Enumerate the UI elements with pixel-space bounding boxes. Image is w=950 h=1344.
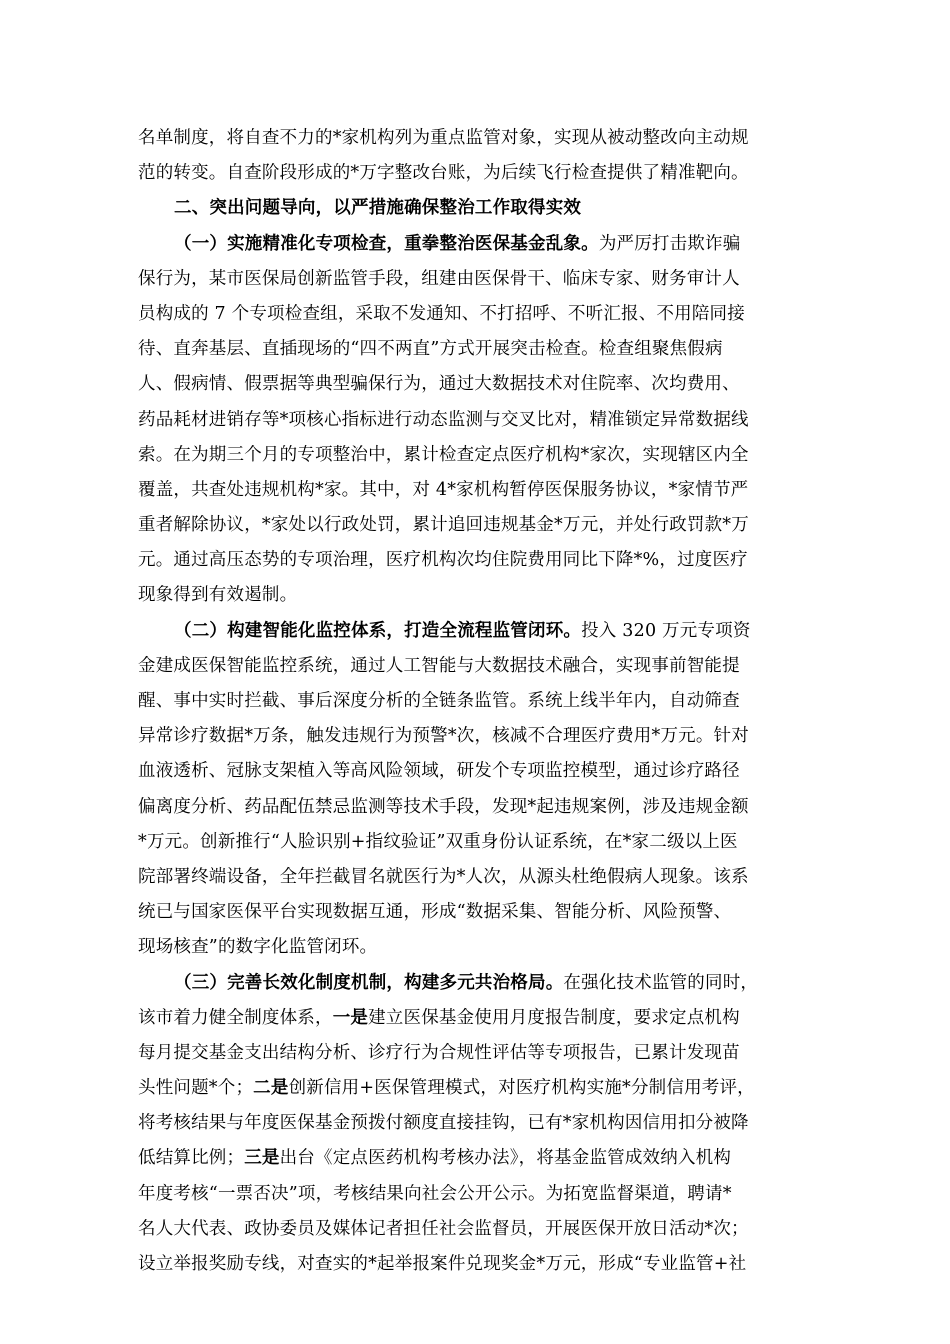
text-segment: 覆盖，共查处违规机构*家。其中，对 4*家机构暂停医保服务协议，*家情节严 [138, 479, 749, 500]
paragraph-line [138, 895, 818, 930]
paragraph-line [138, 649, 818, 684]
paragraph-line [138, 790, 818, 825]
text-segment: *万元。创新推行“人脸识别+指纹验证”双重身份认证系统，在*家二级以上医 [138, 831, 738, 852]
text-segment: 索。在为期三个月的专项整治中，累计检查定点医疗机构*家次，实现辖区内全 [138, 444, 749, 465]
subsection-heading: （三）完善长效化制度机制，构建多元共治格局。 [174, 972, 564, 993]
paragraph-line [138, 508, 818, 543]
text-segment: 将考核结果与年度医保基金预拨付额度直接挂钩，已有*家机构因信用扣分被降 [138, 1113, 749, 1134]
text-segment: 药品耗材进销存等*项核心指标进行动态监测与交叉比对，精准锁定异常数据线 [138, 409, 749, 430]
paragraph-line [138, 403, 818, 438]
text-segment: 院部署终端设备，全年拦截冒名就医行为*人次，从源头杜绝假病人现象。该系 [138, 866, 749, 887]
text-segment: 偏离度分析、药品配伍禁忌监测等技术手段，发现*起违规案例，涉及违规金额 [138, 796, 749, 817]
paragraph-line [138, 121, 818, 156]
text-segment: 元。通过高压态势的专项治理，医疗机构次均住院费用同比下降*%，过度医疗 [138, 550, 748, 571]
paragraph-line [138, 1106, 818, 1141]
text-segment: 名人大代表、政协委员及媒体记者担任社会监督员，开展医保开放日活动*次； [138, 1218, 749, 1239]
paragraph-line [138, 156, 818, 191]
enumeration-marker: 三是 [244, 1148, 280, 1169]
text-segment: 现场核查”的数字化监管闭环。 [138, 937, 378, 958]
text-segment: 醒、事中实时拦截、事后深度分析的全链条监管。系统上线半年内，自动筛查 [138, 691, 740, 711]
text-segment: 出台《定点医药机构考核办法》，将基金监管成效纳入机构 [279, 1148, 732, 1169]
paragraph-line [138, 754, 818, 789]
text-segment: 在强化技术监管的同时， [563, 972, 759, 993]
paragraph-line [138, 825, 818, 860]
text-segment: 名单制度，将自查不力的*家机构列为重点监管对象，实现从被动整改向主动规 [138, 128, 749, 148]
paragraph-line [138, 227, 818, 262]
text-segment: 头性问题*个； [138, 1078, 254, 1099]
text-segment: 异常诊疗数据*万条，触发违规行为预警*次，核减不合理医疗费用*万元。针对 [138, 726, 749, 747]
text-segment: 保行为，某市医保局创新监管手段，组建由医保骨干、临床专家、财务审计人 [138, 268, 740, 289]
text-segment: 金建成医保智能监控系统，通过人工智能与大数据技术融合，实现事前智能提 [138, 655, 740, 676]
paragraph-line [138, 543, 818, 578]
text-segment: 设立举报奖励专线，对查实的*起举报案件兑现奖金*万元，形成“专业监管+社 [138, 1254, 747, 1274]
text-segment: 现象得到有效遏制。 [138, 585, 298, 606]
paragraph-line [138, 1141, 818, 1176]
paragraph-line [138, 719, 818, 754]
paragraph-line [138, 297, 818, 332]
section-heading [138, 191, 818, 226]
text-segment: 员构成的 7 个专项检查组，采取不发通知、不打招呼、不听汇报、不用陪同接 [138, 303, 745, 324]
text-segment: 为严厉打击欺诈骗 [598, 233, 741, 254]
paragraph-line [138, 1177, 818, 1212]
enumeration-marker: 二是 [253, 1078, 289, 1099]
section-heading-text: 二、突出问题导向，以严措施确保整治工作取得实效 [174, 198, 582, 219]
text-segment: 人、假病情、假票据等典型骗保行为，通过大数据技术对住院率、次均费用、 [138, 374, 740, 395]
paragraph-line [138, 438, 818, 473]
paragraph-line [138, 332, 818, 367]
subsection-heading: （一）实施精准化专项检查，重拳整治医保基金乱象。 [174, 233, 599, 254]
paragraph-line [138, 1071, 818, 1106]
text-segment: 待、直奔基层、直插现场的“四不两直”方式开展突击检查。检查组聚焦假病 [138, 339, 723, 360]
text-segment: 年度考核“一票否决”项，考核结果向社会公开公示。为拓宽监督渠道，聘请* [138, 1183, 732, 1204]
text-segment: 重者解除协议，*家处以行政处罚，累计追回违规基金*万元，并处行政罚款*万 [138, 515, 749, 536]
paragraph-line [138, 614, 818, 649]
paragraph-line [138, 262, 818, 297]
paragraph-line [138, 930, 818, 965]
paragraph-line [138, 1036, 818, 1071]
document-page [138, 121, 818, 1282]
paragraph-line [138, 860, 818, 895]
paragraph-line [138, 1001, 818, 1036]
paragraph-line [138, 578, 818, 613]
paragraph-line [138, 473, 818, 508]
text-segment: 低结算比例； [138, 1148, 245, 1169]
text-segment: 该市着力健全制度体系， [138, 1007, 333, 1028]
subsection-heading: （二）构建智能化监控体系，打造全流程监管闭环。 [174, 620, 582, 641]
text-segment: 范的转变。自查阶段形成的*万字整改台账，为后续飞行检查提供了精准靶向。 [138, 163, 749, 184]
text-segment: 创新信用+医保管理模式，对医疗机构实施*分制信用考评， [288, 1078, 755, 1099]
text-segment: 每月提交基金支出结构分析、诊疗行为合规性评估等专项报告，已累计发现苗 [138, 1042, 740, 1063]
paragraph-line [138, 1212, 818, 1247]
text-segment: 投入 320 万元专项资 [581, 620, 751, 641]
text-segment: 血液透析、冠脉支架植入等高风险领域，研发个专项监控模型，通过诊疗路径 [138, 761, 740, 782]
paragraph-line [138, 367, 818, 402]
enumeration-marker: 一是 [332, 1007, 369, 1028]
paragraph-line [138, 966, 818, 1001]
paragraph-line [138, 684, 818, 719]
paragraph-line [138, 1247, 818, 1282]
text-segment: 建立医保基金使用月度报告制度，要求定点机构 [368, 1007, 740, 1028]
text-segment: 统已与国家医保平台实现数据互通，形成“数据采集、智能分析、风险预警、 [138, 902, 732, 923]
